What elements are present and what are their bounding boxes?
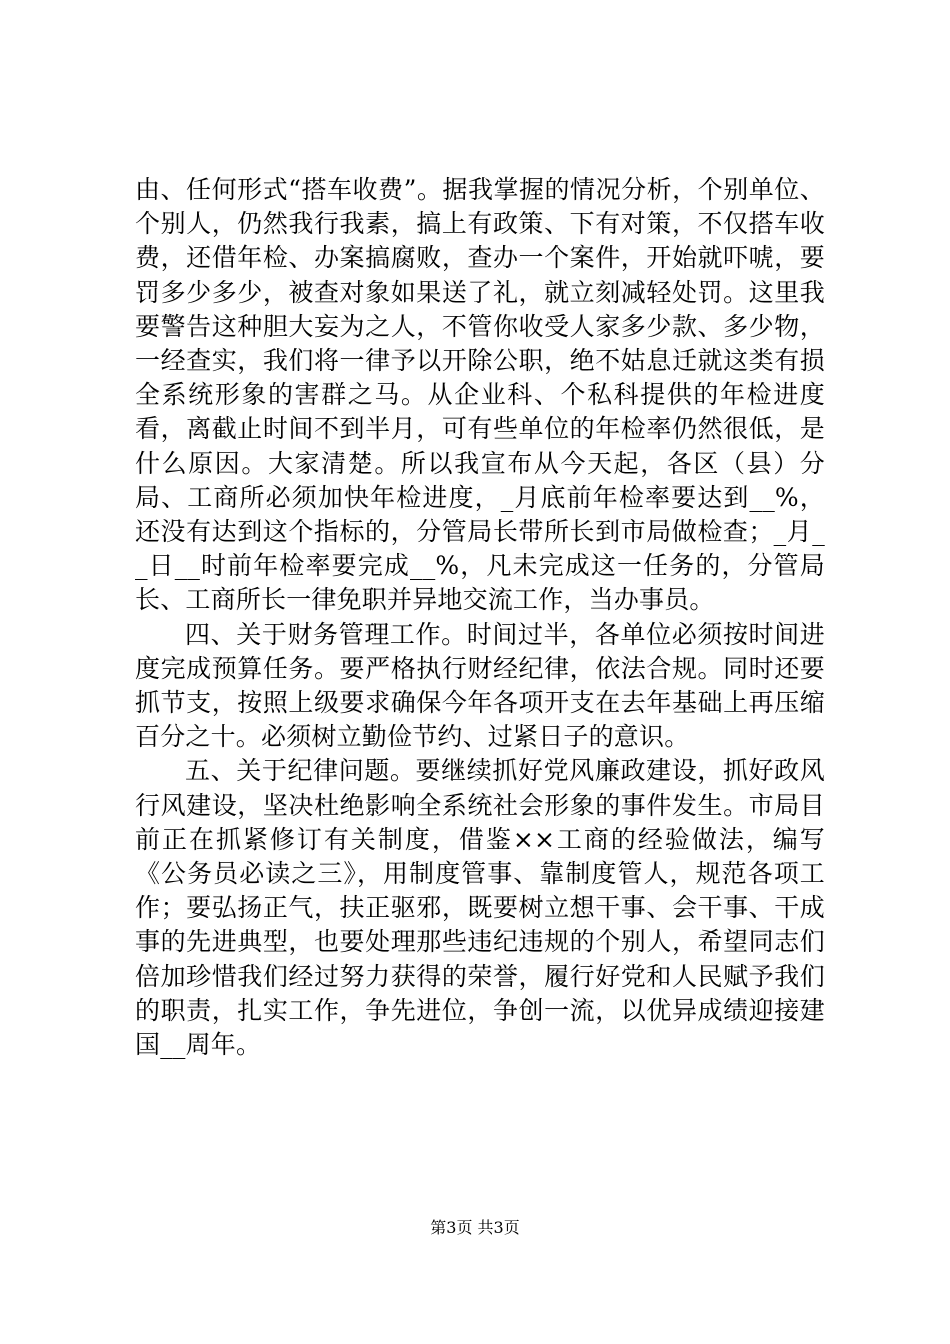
page-number-footer: 第3页 共3页 bbox=[430, 1218, 520, 1237]
document-body bbox=[135, 173, 825, 1062]
paragraph-2: 四、关于财务管理工作。时间过半，各单位必须按时间进度完成预算任务。要严格执行财经纪律，依法合规。同时还要抓节支，按照上级要求确保今年各项开支在去年基础上再压缩百分之十。必须树立勤俭节约、过紧日子的意识。 bbox=[135, 619, 825, 752]
paragraph-3: 五、关于纪律问题。要继续抓好党风廉政建设，抓好政风行风建设，坚决杜绝影响全系统社会形象的事件发生。市局目前正在抓紧修订有关制度，借鉴××工商的经验做法，编写《公务员必读之三》，用制度管事、靠制度管人，规范各项工作；要弘扬正气，扶正驱邪，既要树立想干事、会干事、干成事的先进典型，也要处理那些违纪违规的个别人，希望同志们倍加珍惜我们经过努力获得的荣誉，履行好党和人民赋予我们的职责，扎实工作，争先进位，争创一流，以优异成绩迎接建国__周年。 bbox=[135, 756, 825, 1060]
paragraph-1: 由、任何形式“搭车收费”。据我掌握的情况分析，个别单位、个别人，仍然我行我素，搞上有政策、下有对策，不仅搭车收费，还借年检、办案搞腐败，查办一个案件，开始就吓唬，要罚多少多少，被查对象如果送了礼，就立刻减轻处罚。这里我要警告这种胆大妄为之人，不管你收受人家多少款、多少物，一经查实，我们将一律予以开除公职，绝不姑息迁就这类有损全系统形象的害群之马。从企业科、个私科提供的年检进度看，离截止时间不到半月，可有些单位的年检率仍然很低，是什么原因。大家清楚。所以我宣布从今天起，各区（县）分局、工商所必须加快年检进度，_月底前年检率要达到__%，还没有达到这个指标的，分管局长带所长到市局做检查；_月__日__时前年检率要完成__%，凡未完成这一任务的，分管局长、工商所长一律免职并异地交流工作，当办事员。 bbox=[135, 175, 825, 615]
